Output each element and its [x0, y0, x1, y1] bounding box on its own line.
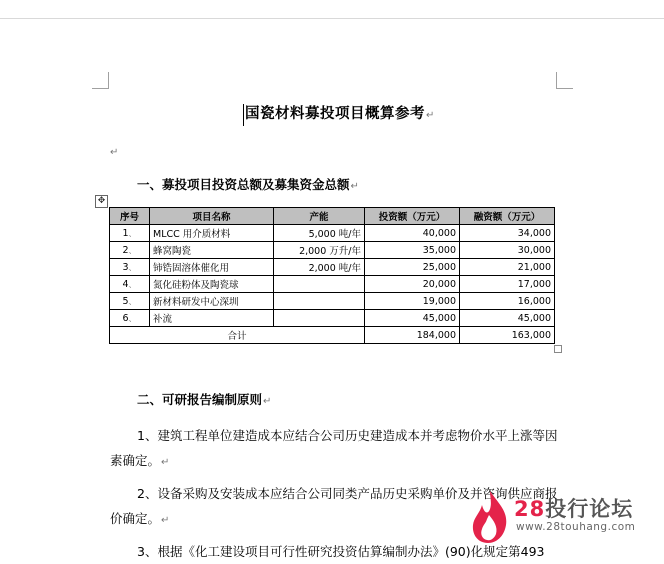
table-header-row [110, 208, 555, 225]
total-financing[interactable]: 163,000 [460, 327, 555, 344]
investment[interactable]: 25,000 [365, 259, 460, 276]
investment[interactable]: 20,000 [365, 276, 460, 293]
capacity[interactable] [274, 310, 365, 327]
header-cell[interactable]: 融资额（万元） [460, 208, 555, 225]
header-cell[interactable]: 序号 [110, 208, 150, 225]
body-paragraph-1-text: 1、建筑工程单位建造成本应结合公司历史建造成本并考虑物价水平上涨等因素确定。 [110, 428, 558, 468]
project-name[interactable]: 氮化硅粉体及陶瓷球 [150, 276, 274, 293]
financing[interactable]: 30,000 [460, 242, 555, 259]
financing[interactable]: 17,000 [460, 276, 555, 293]
investment-table [109, 207, 555, 344]
project-name[interactable]: 补流 [150, 310, 274, 327]
header-cell[interactable]: 产能 [274, 208, 365, 225]
paragraph-mark-icon: ↵ [161, 457, 170, 468]
watermark-url: www.28touhang.com [516, 521, 636, 533]
row-number[interactable]: 4、 [110, 276, 150, 293]
financing[interactable]: 21,000 [460, 259, 555, 276]
table-resize-handle[interactable] [554, 345, 562, 353]
project-name[interactable]: 新材料研发中心深圳 [150, 293, 274, 310]
row-number[interactable]: 5、 [110, 293, 150, 310]
document-title[interactable] [243, 104, 435, 126]
row-number[interactable]: 2、 [110, 242, 150, 259]
table-move-handle-icon[interactable]: ✥ [95, 195, 108, 208]
table-row [110, 276, 555, 293]
watermark-text: 投行论坛 [545, 497, 634, 521]
table-total-row [110, 327, 555, 344]
capacity[interactable]: 5,000 吨/年 [274, 225, 365, 242]
ruler-edge [0, 0, 664, 19]
empty-paragraph-mark-icon: ↵ [110, 147, 119, 158]
financing[interactable]: 45,000 [460, 310, 555, 327]
table-row [110, 259, 555, 276]
header-cell[interactable]: 项目名称 [150, 208, 274, 225]
paragraph-mark-icon: ↵ [350, 181, 359, 192]
financing[interactable]: 16,000 [460, 293, 555, 310]
paragraph-mark-icon: ↵ [263, 396, 272, 407]
margin-corner-top-left [92, 72, 109, 89]
row-number[interactable]: 1、 [110, 225, 150, 242]
section-heading-2[interactable] [137, 391, 271, 411]
total-investment[interactable]: 184,000 [365, 327, 460, 344]
capacity[interactable]: 2,000 万升/年 [274, 242, 365, 259]
financing[interactable]: 34,000 [460, 225, 555, 242]
body-paragraph-3-text: 3、根据《化工建设项目可行性研究投资估算编制办法》(90)化规定第493 [137, 544, 545, 559]
investment[interactable]: 45,000 [365, 310, 460, 327]
row-number[interactable]: 3、 [110, 259, 150, 276]
table-row [110, 310, 555, 327]
watermark-number: 28 [514, 497, 546, 521]
row-number[interactable]: 6、 [110, 310, 150, 327]
watermark-brand [514, 493, 633, 523]
header-cell[interactable]: 投资额（万元） [365, 208, 460, 225]
project-name[interactable]: 蜂窝陶瓷 [150, 242, 274, 259]
table-row [110, 293, 555, 310]
body-paragraph-2-text: 2、设备采购及安装成本应结合公司同类产品历史采购单价及并咨询供应商报价确定。 [110, 486, 558, 526]
body-paragraph-1[interactable] [110, 423, 560, 475]
capacity[interactable] [274, 293, 365, 310]
project-name[interactable]: MLCC 用介质材料 [150, 225, 274, 242]
table-row [110, 225, 555, 242]
paragraph-mark-icon: ↵ [426, 110, 435, 121]
site-watermark [466, 487, 662, 545]
section-heading-1-text: 一、募投项目投资总额及募集资金总额 [137, 177, 350, 192]
total-label[interactable]: 合计 [110, 327, 365, 344]
section-heading-1[interactable] [137, 176, 359, 196]
flame-logo-icon [468, 489, 512, 545]
document-title-text: 国瓷材料募投项目概算参考 [245, 106, 425, 122]
paragraph-mark-icon: ↵ [161, 515, 170, 526]
investment[interactable]: 35,000 [365, 242, 460, 259]
investment[interactable]: 40,000 [365, 225, 460, 242]
section-heading-2-text: 二、可研报告编制原则 [137, 392, 263, 407]
margin-corner-top-right [556, 72, 573, 89]
investment[interactable]: 19,000 [365, 293, 460, 310]
table-row [110, 242, 555, 259]
capacity[interactable]: 2,000 吨/年 [274, 259, 365, 276]
project-name[interactable]: 铈锆固溶体催化用 [150, 259, 274, 276]
capacity[interactable] [274, 276, 365, 293]
